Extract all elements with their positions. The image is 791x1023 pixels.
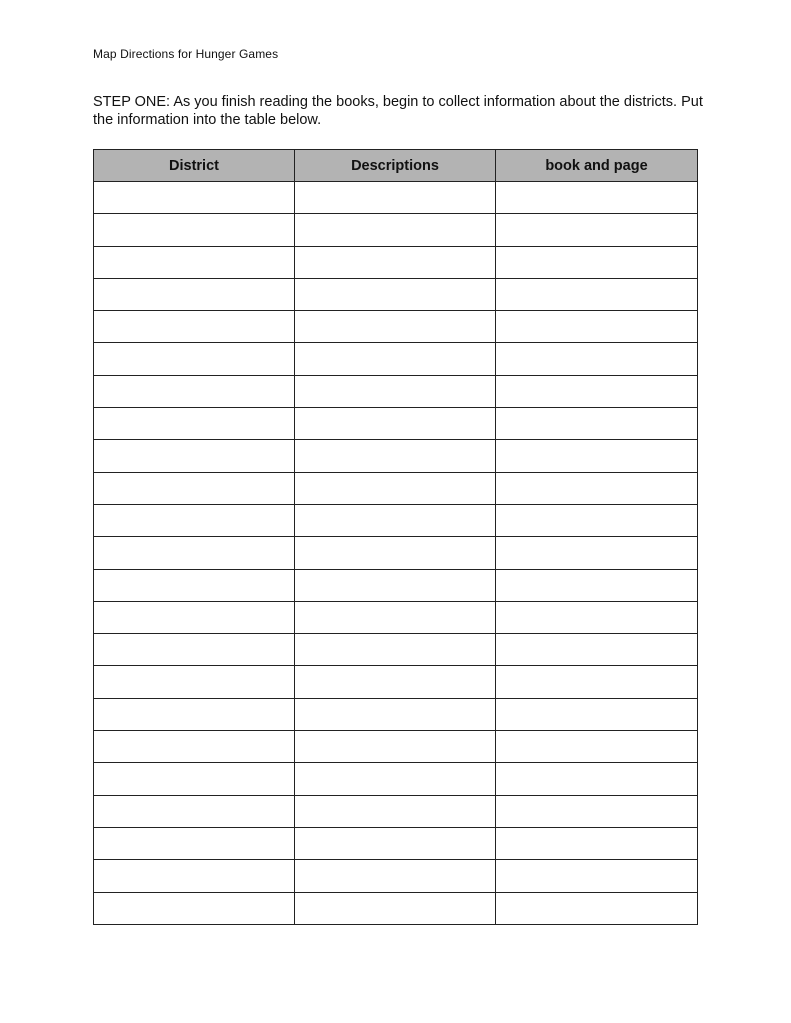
district-cell[interactable]: [94, 763, 295, 795]
district-cell[interactable]: [94, 182, 295, 214]
book-and-page-cell[interactable]: [496, 827, 698, 859]
description-cell[interactable]: [295, 666, 496, 698]
district-cell[interactable]: [94, 698, 295, 730]
table-row: [94, 440, 698, 472]
district-cell[interactable]: [94, 246, 295, 278]
table-row: [94, 892, 698, 924]
table-row: [94, 634, 698, 666]
book-and-page-cell[interactable]: [496, 504, 698, 536]
table-row: [94, 666, 698, 698]
district-cell[interactable]: [94, 569, 295, 601]
book-and-page-cell[interactable]: [496, 763, 698, 795]
book-and-page-cell[interactable]: [496, 537, 698, 569]
book-and-page-cell[interactable]: [496, 731, 698, 763]
description-cell[interactable]: [295, 311, 496, 343]
book-and-page-cell[interactable]: [496, 698, 698, 730]
book-and-page-cell[interactable]: [496, 343, 698, 375]
district-cell[interactable]: [94, 892, 295, 924]
district-cell[interactable]: [94, 601, 295, 633]
district-cell[interactable]: [94, 311, 295, 343]
book-and-page-cell[interactable]: [496, 472, 698, 504]
book-and-page-cell[interactable]: [496, 278, 698, 310]
table-row: [94, 601, 698, 633]
book-and-page-cell[interactable]: [496, 246, 698, 278]
district-cell[interactable]: [94, 666, 295, 698]
description-cell[interactable]: [295, 569, 496, 601]
table-row: [94, 731, 698, 763]
description-cell[interactable]: [295, 246, 496, 278]
description-cell[interactable]: [295, 343, 496, 375]
district-cell[interactable]: [94, 472, 295, 504]
book-and-page-cell[interactable]: [496, 892, 698, 924]
table-row: [94, 698, 698, 730]
table-row: [94, 246, 698, 278]
book-and-page-cell[interactable]: [496, 795, 698, 827]
table-row: [94, 827, 698, 859]
district-cell[interactable]: [94, 827, 295, 859]
district-cell[interactable]: [94, 731, 295, 763]
description-cell[interactable]: [295, 375, 496, 407]
table-row: [94, 860, 698, 892]
step-one-instructions: STEP ONE: As you finish reading the books, begin to collect information about the districts. Put the information into the table below.: [93, 94, 703, 128]
district-cell[interactable]: [94, 795, 295, 827]
district-cell[interactable]: [94, 375, 295, 407]
description-cell[interactable]: [295, 440, 496, 472]
book-and-page-cell[interactable]: [496, 440, 698, 472]
description-cell[interactable]: [295, 214, 496, 246]
column-header-district: District: [94, 150, 295, 182]
book-and-page-cell[interactable]: [496, 601, 698, 633]
description-cell[interactable]: [295, 827, 496, 859]
description-cell[interactable]: [295, 860, 496, 892]
description-cell[interactable]: [295, 537, 496, 569]
description-cell[interactable]: [295, 504, 496, 536]
district-info-table: [93, 149, 698, 925]
description-cell[interactable]: [295, 634, 496, 666]
description-cell[interactable]: [295, 472, 496, 504]
document-header: Map Directions for Hunger Games: [93, 47, 279, 61]
book-and-page-cell[interactable]: [496, 569, 698, 601]
book-and-page-cell[interactable]: [496, 311, 698, 343]
book-and-page-cell[interactable]: [496, 634, 698, 666]
district-cell[interactable]: [94, 440, 295, 472]
book-and-page-cell[interactable]: [496, 860, 698, 892]
table-header-row: [94, 150, 698, 182]
description-cell[interactable]: [295, 795, 496, 827]
district-cell[interactable]: [94, 504, 295, 536]
description-cell[interactable]: [295, 763, 496, 795]
description-cell[interactable]: [295, 731, 496, 763]
table-row: [94, 182, 698, 214]
column-header-descriptions: Descriptions: [295, 150, 496, 182]
table-row: [94, 795, 698, 827]
description-cell[interactable]: [295, 892, 496, 924]
book-and-page-cell[interactable]: [496, 666, 698, 698]
district-cell[interactable]: [94, 537, 295, 569]
book-and-page-cell[interactable]: [496, 214, 698, 246]
table-row: [94, 343, 698, 375]
description-cell[interactable]: [295, 408, 496, 440]
book-and-page-cell[interactable]: [496, 408, 698, 440]
description-cell[interactable]: [295, 278, 496, 310]
table-row: [94, 569, 698, 601]
district-cell[interactable]: [94, 214, 295, 246]
district-cell[interactable]: [94, 408, 295, 440]
table-row: [94, 311, 698, 343]
table-row: [94, 408, 698, 440]
table-row: [94, 472, 698, 504]
table-row: [94, 504, 698, 536]
description-cell[interactable]: [295, 698, 496, 730]
description-cell[interactable]: [295, 182, 496, 214]
book-and-page-cell[interactable]: [496, 375, 698, 407]
table-row: [94, 537, 698, 569]
district-cell[interactable]: [94, 860, 295, 892]
table-row: [94, 214, 698, 246]
district-cell[interactable]: [94, 343, 295, 375]
table-row: [94, 763, 698, 795]
district-cell[interactable]: [94, 634, 295, 666]
book-and-page-cell[interactable]: [496, 182, 698, 214]
table-row: [94, 375, 698, 407]
table-row: [94, 278, 698, 310]
table-body: [94, 182, 698, 925]
column-header-book-and-page: book and page: [496, 150, 698, 182]
district-cell[interactable]: [94, 278, 295, 310]
description-cell[interactable]: [295, 601, 496, 633]
